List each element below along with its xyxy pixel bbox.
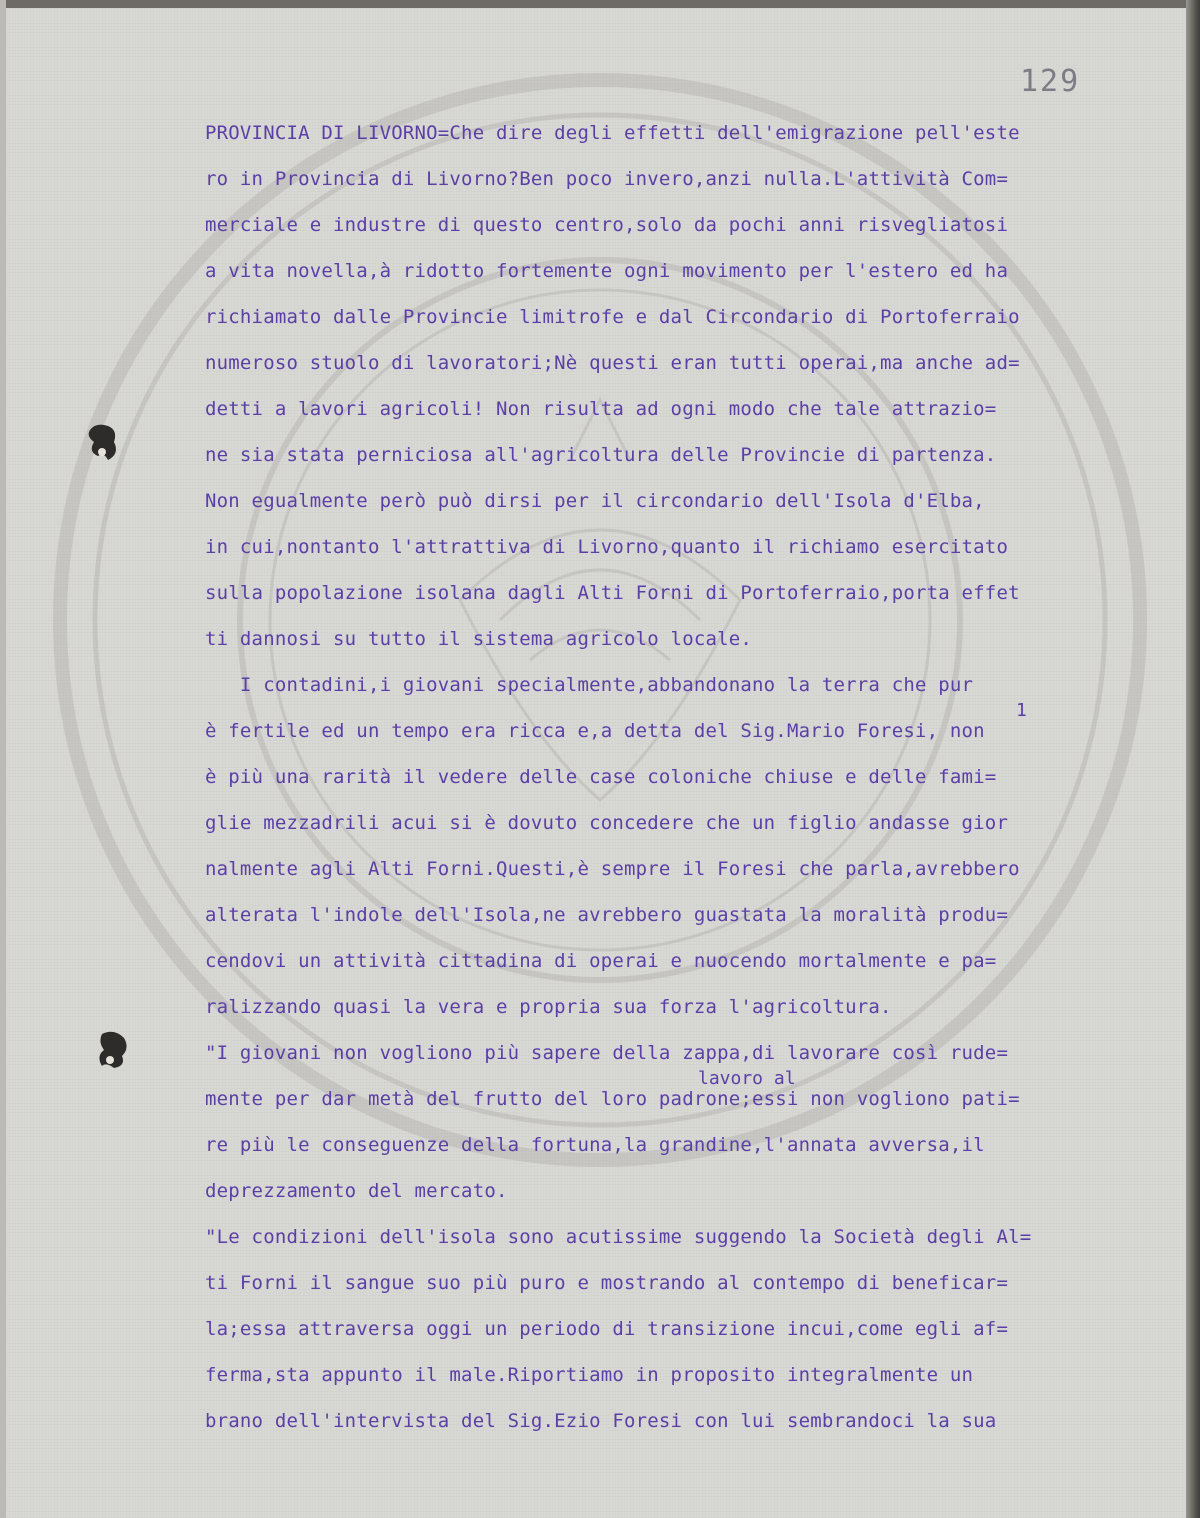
text-line: ti dannosi su tutto il sistema agricolo locale. <box>205 628 753 650</box>
text-line: a vita novella,à ridotto fortemente ogni movimento per l'estero ed ha <box>205 260 1009 282</box>
page-right-edge <box>1186 0 1200 1518</box>
text-line: ralizzando quasi la vera e propria sua forza l'agricoltura. <box>205 996 892 1018</box>
text-line: alterata l'indole dell'Isola,ne avrebbero guastata la moralità produ= <box>205 904 1009 926</box>
text-line: ti Forni il sangue suo più puro e mostrando al contempo di beneficar= <box>205 1272 1009 1294</box>
text-line: ne sia stata perniciosa all'agricoltura delle Provincie di partenza. <box>205 444 997 466</box>
text-line: PROVINCIA DI LIVORNO=Che dire degli effetti dell'emigrazione pell'este <box>205 122 1020 144</box>
text-line: è più una rarità il vedere delle case coloniche chiuse e delle fami= <box>205 766 997 788</box>
page-top-edge <box>0 0 1200 8</box>
text-line: glie mezzadrili acui si è dovuto concedere che un figlio andasse gior <box>205 812 1009 834</box>
text-line: deprezzamento del mercato. <box>205 1180 508 1202</box>
text-line: "Le condizioni dell'isola sono acutissime suggendo la Società degli Al= <box>205 1226 1032 1248</box>
text-line: numeroso stuolo di lavoratori;Nè questi eran tutti operai,ma anche ad= <box>205 352 1020 374</box>
text-line: ro in Provincia di Livorno?Ben poco invero,anzi nulla.L'attività Com= <box>205 168 1009 190</box>
text-line: è fertile ed un tempo era ricca e,a detta del Sig.Mario Foresi, non <box>205 720 985 742</box>
text-line: richiamato dalle Provincie limitrofe e dal Circondario di Portoferraio <box>205 306 1020 328</box>
text-line: cendovi un attività cittadina di operai e nuocendo mortalmente e pa= <box>205 950 997 972</box>
text-line: "I giovani non vogliono più sapere della zappa,di lavorare così rude= <box>205 1042 1009 1064</box>
text-line: Non egualmente però può dirsi per il circondario dell'Isola d'Elba, <box>205 490 985 512</box>
text-line: la;essa attraversa oggi un periodo di transizione incui,come egli af= <box>205 1318 1009 1340</box>
text-line: merciale e industre di questo centro,solo da pochi anni risvegliatosi <box>205 214 1009 236</box>
page-left-edge <box>0 0 6 1518</box>
text-line: in cui,nontanto l'attrattiva di Livorno,quanto il richiamo esercitato <box>205 536 1009 558</box>
page-number: 129 <box>1020 64 1081 99</box>
punch-hole-lower <box>96 1030 130 1070</box>
text-line: detti a lavori agricoli! Non risulta ad ogni modo che tale attrazio= <box>205 398 997 420</box>
text-line: mente per dar metà del frutto del loro padrone;essi non vogliono pati= <box>205 1088 1020 1110</box>
text-line: I contadini,i giovani specialmente,abbandonano la terra che pur <box>205 674 974 696</box>
text-line: ferma,sta appunto il male.Riportiamo in proposito integralmente un <box>205 1364 974 1386</box>
interlinear-insertion: lavoro al <box>698 1068 796 1089</box>
text-line: brano dell'intervista del Sig.Ezio Foresi con lui sembrandoci la sua <box>205 1410 997 1432</box>
punch-hole-upper <box>86 422 120 462</box>
text-line: nalmente agli Alti Forni.Questi,è sempre il Foresi che parla,avrebbero <box>205 858 1020 880</box>
footnote-marker: 1 <box>1016 700 1027 721</box>
text-line: re più le conseguenze della fortuna,la grandine,l'annata avversa,il <box>205 1134 985 1156</box>
text-line: sulla popolazione isolana dagli Alti Forni di Portoferraio,porta effet <box>205 582 1020 604</box>
